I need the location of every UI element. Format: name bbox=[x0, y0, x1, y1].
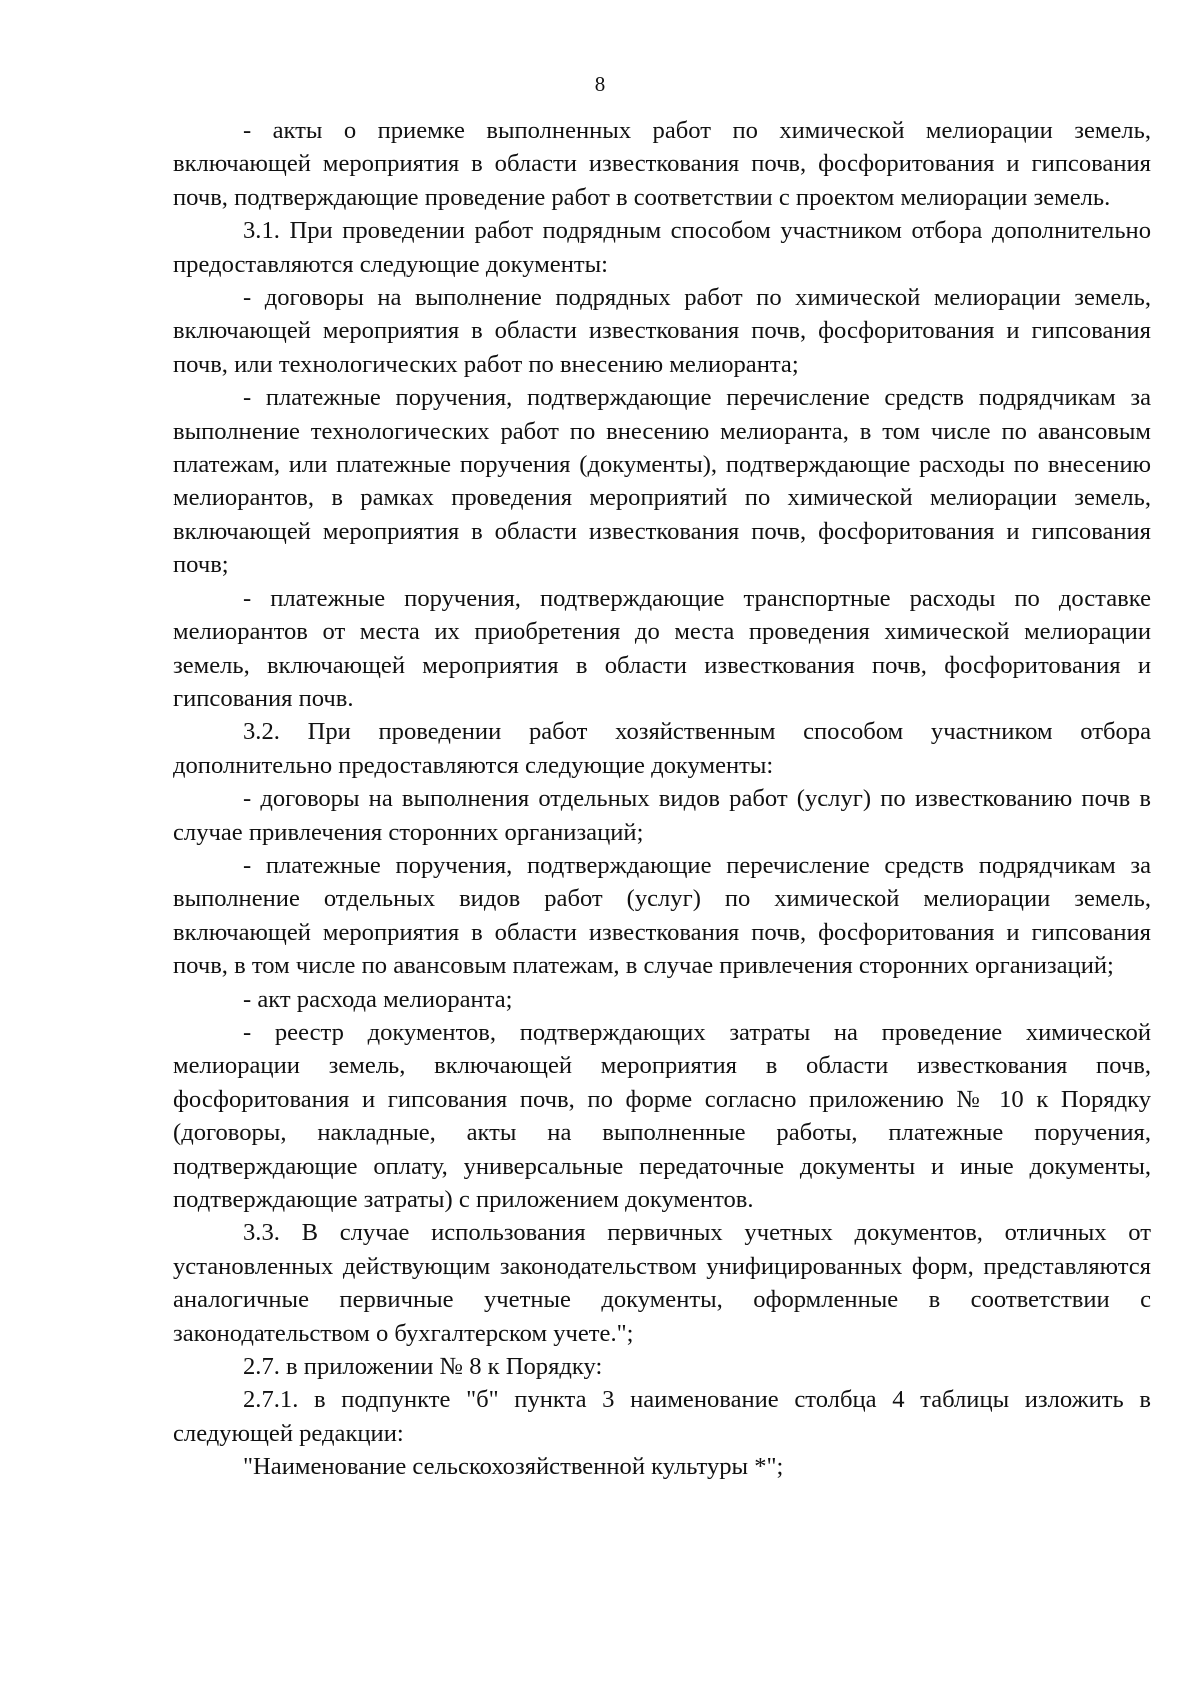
paragraph: 2.7.1. в подпункте "б" пункта 3 наименование столбца 4 таблицы изложить в следующей редакции: bbox=[173, 1386, 1151, 1447]
paragraph: - платежные поручения, подтверждающие перечисление средств подрядчикам за выполнение технологических работ по внесению мелиоранта, в том числе по авансовым платежам, или платежные поручения (документы), подтверждающие расходы по внесению мелиорантов, в рамках проведения мероприятий по химической мелиорации земель, включающей мероприятия в области известкования почв, фосфоритования и гипсования почв; bbox=[173, 384, 1151, 579]
paragraph: - акт расхода мелиоранта; bbox=[243, 985, 513, 1013]
paragraph: 3.1. При проведении работ подрядным способом участником отбора дополнительно предоставляются следующие документы: bbox=[173, 217, 1151, 278]
paragraph: "Наименование сельскохозяйственной культуры *"; bbox=[243, 1453, 784, 1481]
paragraph: 3.3. В случае использования первичных учетных документов, отличных от установленных действующим законодательством унифицированных форм, представляются аналогичные первичные учетные документы, оформленные в соответствии с законодательством о бухгалтерском учете."; bbox=[173, 1219, 1151, 1347]
paragraph: - платежные поручения, подтверждающие перечисление средств подрядчикам за выполнение отдельных видов работ (услуг) по химической мелиорации земель, включающей мероприятия в области известкования почв, фосфоритования и гипсования почв, в том числе по авансовым платежам, в случае привлечения сторонних организаций; bbox=[173, 851, 1151, 980]
document-body bbox=[173, 114, 1151, 1484]
paragraph: - договоры на выполнения отдельных видов работ (услуг) по известкованию почв в случае привлечения сторонних организаций; bbox=[173, 785, 1151, 846]
paragraph: 2.7. в приложении № 8 к Порядку: bbox=[243, 1353, 603, 1381]
page-number: 8 bbox=[594, 72, 606, 96]
paragraph: - акты о приемке выполненных работ по химической мелиорации земель, включающей мероприятия в области известкования почв, фосфоритования и гипсования почв, подтверждающие проведение работ в соответствии с проектом мелиорации земель. bbox=[173, 117, 1151, 211]
paragraph: - реестр документов, подтверждающих затраты на проведение химической мелиорации земель, включающей мероприятия в области известкования почв, фосфоритования и гипсования почв, по форме согласно приложению № 10 к Порядку (договоры, накладные, акты на выполненные работы, платежные поручения, подтверждающие оплату, универсальные передаточные документы и иные документы, подтверждающие затраты) с приложением документов. bbox=[173, 1018, 1151, 1213]
paragraph: 3.2. При проведении работ хозяйственным способом участником отбора дополнительно предоставляются следующие документы: bbox=[173, 718, 1151, 779]
paragraph: - платежные поручения, подтверждающие транспортные расходы по доставке мелиорантов от места их приобретения до места проведения химической мелиорации земель, включающей мероприятия в области известкования почв, фосфоритования и гипсования почв. bbox=[173, 584, 1151, 712]
paragraph: - договоры на выполнение подрядных работ по химической мелиорации земель, включающей мероприятия в области известкования почв, фосфоритования и гипсования почв, или технологических работ по внесению мелиоранта; bbox=[173, 284, 1151, 378]
